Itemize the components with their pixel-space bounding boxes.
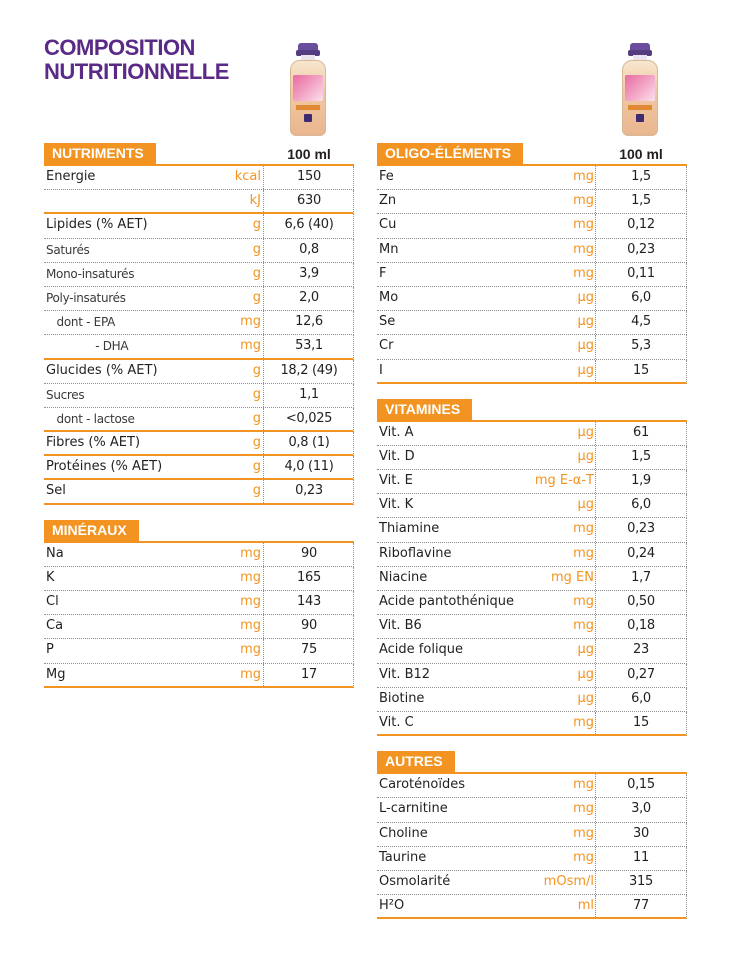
nutrient-name: Glucides (% AET) bbox=[46, 362, 158, 378]
nutrient-unit: mg bbox=[573, 545, 594, 561]
table-row bbox=[377, 615, 687, 639]
nutrient-name: Vit. B6 bbox=[379, 618, 422, 634]
nutrient-name: Vit. K bbox=[379, 497, 414, 513]
nutrient-name: Biotine bbox=[379, 690, 425, 706]
nutrient-unit: mg bbox=[573, 594, 594, 609]
nutrient-unit: mg bbox=[240, 666, 261, 682]
nutrient-name: dont - EPA bbox=[46, 315, 116, 330]
nutrient-unit: mg bbox=[240, 338, 261, 354]
nutrient-unit: g bbox=[252, 410, 261, 426]
nutrient-value: 15 bbox=[633, 714, 649, 730]
table-row bbox=[377, 422, 687, 446]
mineraux-heading: MINÉRAUX bbox=[44, 520, 139, 541]
table-row bbox=[377, 263, 687, 287]
nutrient-unit: mOsm/l bbox=[543, 873, 594, 889]
nutrient-value: 0,15 bbox=[627, 777, 655, 793]
oligo-heading: OLIGO-ÉLÉMENTS bbox=[377, 143, 523, 164]
table-row bbox=[377, 543, 687, 567]
autres-table bbox=[377, 774, 687, 919]
nutrient-name: Acide pantothénique bbox=[379, 594, 514, 609]
nutrient-unit: mg bbox=[240, 569, 261, 585]
nutrient-unit: mg bbox=[573, 618, 594, 634]
nutrient-name: Protéines (% AET) bbox=[46, 459, 163, 475]
table-row bbox=[377, 470, 687, 494]
nutrient-value: 0,11 bbox=[627, 265, 655, 281]
table-row bbox=[377, 494, 687, 518]
nutrient-value: 0,24 bbox=[627, 545, 655, 561]
nutrient-value: 1,5 bbox=[631, 193, 651, 209]
nutrient-name: Vit. D bbox=[379, 448, 415, 464]
nutrient-unit: mg bbox=[240, 642, 261, 658]
table-row bbox=[377, 823, 687, 847]
nutrient-name: Vit. E bbox=[379, 473, 413, 489]
nutrient-name: Zn bbox=[379, 193, 397, 209]
nutrient-name: Vit. B12 bbox=[379, 666, 431, 682]
nutrient-unit: g bbox=[252, 217, 261, 233]
nutrient-unit: µg bbox=[577, 314, 594, 330]
nutrient-name: Fibres (% AET) bbox=[46, 435, 141, 451]
nutrient-unit: g bbox=[252, 386, 261, 402]
right-column bbox=[377, 143, 687, 919]
nutriments-header bbox=[44, 143, 354, 166]
table-row bbox=[377, 664, 687, 688]
nutrient-value: 6,0 bbox=[631, 497, 651, 513]
nutrient-unit: µg bbox=[577, 690, 594, 706]
nutrient-value: 5,3 bbox=[631, 338, 651, 354]
nutrient-unit: µg bbox=[577, 642, 594, 658]
nutrient-name: Sel bbox=[46, 483, 66, 499]
mineraux-table bbox=[44, 543, 354, 688]
column-header-100ml: 100 ml bbox=[619, 146, 663, 162]
nutrient-unit: mg bbox=[573, 825, 594, 841]
table-row bbox=[377, 895, 687, 919]
table-row bbox=[377, 446, 687, 470]
nutrient-name: Poly-insaturés bbox=[46, 290, 126, 305]
nutrient-value: 1,7 bbox=[631, 569, 651, 585]
table-row bbox=[377, 712, 687, 736]
table-row bbox=[377, 166, 687, 190]
nutrient-value: 0,18 bbox=[627, 618, 655, 634]
left-column bbox=[44, 143, 354, 688]
column-header-100ml: 100 ml bbox=[287, 146, 331, 162]
nutrient-name: Sucres bbox=[46, 387, 85, 402]
nutrient-value: 0,8 (1) bbox=[288, 435, 330, 451]
nutrient-value: 15 bbox=[633, 362, 649, 378]
table-row bbox=[44, 287, 354, 311]
mineraux-header bbox=[44, 520, 354, 543]
nutrient-unit: µg bbox=[577, 338, 594, 354]
table-row bbox=[377, 798, 687, 822]
nutrient-value: 0,50 bbox=[627, 594, 655, 609]
nutrient-unit: g bbox=[252, 435, 261, 451]
nutrient-value: 30 bbox=[633, 825, 649, 841]
nutrient-unit: mg E-α-T bbox=[534, 473, 594, 489]
nutrient-unit: mg bbox=[573, 849, 594, 865]
nutrient-value: 2,0 bbox=[299, 289, 319, 305]
nutrient-name: Mono-insaturés bbox=[46, 266, 135, 281]
nutrient-name: Osmolarité bbox=[379, 873, 451, 889]
table-row bbox=[377, 190, 687, 214]
oligo-header bbox=[377, 143, 687, 166]
nutrient-name: Lipides (% AET) bbox=[46, 217, 148, 233]
table-row bbox=[377, 518, 687, 542]
nutrient-unit: mg bbox=[573, 521, 594, 537]
table-row bbox=[377, 688, 687, 712]
nutrient-value: 53,1 bbox=[295, 338, 323, 354]
nutrient-unit: g bbox=[252, 483, 261, 499]
table-row bbox=[44, 311, 354, 335]
nutrient-name: Se bbox=[379, 314, 396, 330]
nutrient-value: 0,23 bbox=[295, 483, 323, 499]
table-row bbox=[44, 190, 354, 214]
table-row bbox=[377, 639, 687, 663]
vitamines-header bbox=[377, 399, 687, 422]
table-row bbox=[377, 774, 687, 798]
table-row bbox=[44, 432, 354, 456]
nutrient-value: 17 bbox=[301, 666, 317, 682]
table-row bbox=[377, 311, 687, 335]
nutrient-unit: kcal bbox=[234, 169, 261, 184]
nutrient-name: Cl bbox=[46, 594, 59, 609]
nutrient-value: 0,23 bbox=[627, 241, 655, 257]
table-row bbox=[377, 360, 687, 384]
nutrient-unit: mg bbox=[573, 169, 594, 184]
nutrient-unit: g bbox=[252, 265, 261, 281]
nutrient-value: 77 bbox=[633, 898, 649, 914]
nutrient-unit: mg bbox=[573, 801, 594, 817]
product-bottle-image bbox=[290, 43, 326, 138]
nutrient-name: Mg bbox=[46, 666, 66, 682]
nutrient-name: Na bbox=[46, 545, 64, 561]
table-row bbox=[377, 287, 687, 311]
nutrient-name: L-carnitine bbox=[379, 801, 448, 817]
nutrient-value: 6,0 bbox=[631, 690, 651, 706]
nutrient-value: 75 bbox=[301, 642, 317, 658]
nutrient-value: 165 bbox=[297, 569, 321, 585]
nutrient-unit: mg bbox=[573, 777, 594, 793]
nutrient-name: Riboflavine bbox=[379, 545, 452, 561]
table-row bbox=[377, 335, 687, 359]
page-title bbox=[44, 36, 229, 84]
table-row bbox=[44, 456, 354, 480]
table-row bbox=[377, 239, 687, 263]
nutrient-value: 1,9 bbox=[631, 473, 651, 489]
nutrient-name: Taurine bbox=[379, 849, 427, 865]
nutrient-value: 143 bbox=[297, 594, 321, 609]
nutrient-value: 6,0 bbox=[631, 289, 651, 305]
nutrient-name: Fe bbox=[379, 169, 394, 184]
nutriments-heading: NUTRIMENTS bbox=[44, 143, 156, 164]
nutrient-name: F bbox=[379, 265, 387, 281]
nutrient-unit: ml bbox=[577, 898, 594, 914]
table-row bbox=[44, 166, 354, 190]
nutrient-unit: mg bbox=[573, 241, 594, 257]
nutrient-name: Vit. C bbox=[379, 714, 414, 730]
autres-header bbox=[377, 751, 687, 774]
nutrient-name: Caroténoïdes bbox=[379, 777, 465, 793]
nutrient-value: 3,9 bbox=[299, 265, 319, 281]
nutrient-name: Energie bbox=[46, 169, 96, 184]
nutrient-unit: g bbox=[252, 459, 261, 475]
nutrient-name: Niacine bbox=[379, 569, 428, 585]
nutrient-value: 4,0 (11) bbox=[284, 459, 334, 475]
table-row bbox=[44, 335, 354, 359]
nutrient-value: 1,1 bbox=[299, 386, 319, 402]
nutrient-unit: µg bbox=[577, 666, 594, 682]
nutrient-name: Mn bbox=[379, 241, 399, 257]
page-title-line-1: COMPOSITION bbox=[44, 35, 195, 60]
nutrient-unit: mg bbox=[240, 314, 261, 330]
nutrient-value: <0,025 bbox=[285, 410, 333, 426]
table-row bbox=[377, 871, 687, 895]
nutrient-name: Ca bbox=[46, 618, 64, 634]
table-row bbox=[44, 384, 354, 408]
table-row bbox=[377, 591, 687, 615]
nutrient-value: 11 bbox=[633, 849, 649, 865]
oligo-table bbox=[377, 166, 687, 384]
table-row bbox=[44, 591, 354, 615]
nutrient-unit: µg bbox=[577, 362, 594, 378]
nutrient-value: 0,23 bbox=[627, 521, 655, 537]
product-bottle-image bbox=[622, 43, 658, 138]
vitamines-table bbox=[377, 422, 687, 736]
nutrient-unit: mg bbox=[573, 265, 594, 281]
vitamines-heading: VITAMINES bbox=[377, 399, 472, 420]
nutrient-unit: g bbox=[252, 241, 261, 257]
nutrient-unit: mg bbox=[573, 193, 594, 209]
nutrient-value: 23 bbox=[633, 642, 649, 658]
nutrient-value: 0,8 bbox=[299, 241, 319, 257]
nutrient-unit: µg bbox=[577, 448, 594, 464]
nutrient-unit: µg bbox=[577, 289, 594, 305]
nutrient-unit: mg bbox=[240, 594, 261, 609]
nutrient-value: 90 bbox=[301, 545, 317, 561]
nutrient-name: Thiamine bbox=[379, 521, 440, 537]
nutriments-table bbox=[44, 166, 354, 505]
table-row bbox=[44, 360, 354, 384]
nutrient-value: 1,5 bbox=[631, 169, 651, 184]
nutrient-name: I bbox=[379, 362, 383, 378]
table-row bbox=[44, 664, 354, 688]
nutrient-value: 90 bbox=[301, 618, 317, 634]
table-row bbox=[44, 543, 354, 567]
table-row bbox=[44, 214, 354, 238]
nutrient-unit: g bbox=[252, 362, 261, 378]
nutrient-unit: mg EN bbox=[551, 569, 594, 585]
nutrient-unit: mg bbox=[573, 217, 594, 233]
table-row bbox=[44, 639, 354, 663]
nutrient-name: Cr bbox=[379, 338, 394, 354]
nutrient-value: 18,2 (49) bbox=[280, 362, 338, 378]
table-row bbox=[44, 408, 354, 432]
nutrient-value: 315 bbox=[629, 873, 653, 889]
nutrient-value: 630 bbox=[297, 193, 321, 209]
table-row bbox=[377, 847, 687, 871]
nutrient-name: P bbox=[46, 642, 54, 658]
table-row bbox=[44, 480, 354, 504]
nutrient-value: 4,5 bbox=[631, 314, 651, 330]
nutrient-value: 0,12 bbox=[627, 217, 655, 233]
nutrient-value: 1,5 bbox=[631, 448, 651, 464]
nutrient-unit: mg bbox=[240, 618, 261, 634]
table-row bbox=[44, 567, 354, 591]
nutrient-value: 12,6 bbox=[295, 314, 323, 330]
table-row bbox=[377, 214, 687, 238]
nutrient-value: 150 bbox=[297, 169, 321, 184]
nutrient-value: 3,0 bbox=[631, 801, 651, 817]
nutrient-unit: µg bbox=[577, 497, 594, 513]
nutrient-name: - DHA bbox=[46, 339, 129, 354]
nutrient-name: Vit. A bbox=[379, 424, 414, 440]
nutrient-name: dont - lactose bbox=[46, 411, 135, 426]
nutrient-unit: mg bbox=[573, 714, 594, 730]
nutrient-name: K bbox=[46, 569, 55, 585]
nutrient-value: 6,6 (40) bbox=[284, 217, 334, 233]
nutrient-unit: mg bbox=[240, 545, 261, 561]
table-row bbox=[44, 239, 354, 263]
table-row bbox=[44, 615, 354, 639]
autres-heading: AUTRES bbox=[377, 751, 455, 772]
table-row bbox=[377, 567, 687, 591]
nutrient-name: Choline bbox=[379, 825, 428, 841]
table-row bbox=[44, 263, 354, 287]
nutrient-name: Cu bbox=[379, 217, 397, 233]
page-title-line-2: NUTRITIONNELLE bbox=[44, 59, 229, 84]
nutrient-name: Acide folique bbox=[379, 642, 464, 658]
nutrient-name: Mo bbox=[379, 289, 399, 305]
nutrient-value: 61 bbox=[633, 424, 649, 440]
nutrient-value: 0,27 bbox=[627, 666, 655, 682]
nutrient-name: H²O bbox=[379, 898, 405, 914]
nutrient-name: Saturés bbox=[46, 242, 90, 257]
nutrient-unit: g bbox=[252, 289, 261, 305]
nutrient-unit: kJ bbox=[249, 193, 261, 209]
nutrient-unit: µg bbox=[577, 424, 594, 440]
